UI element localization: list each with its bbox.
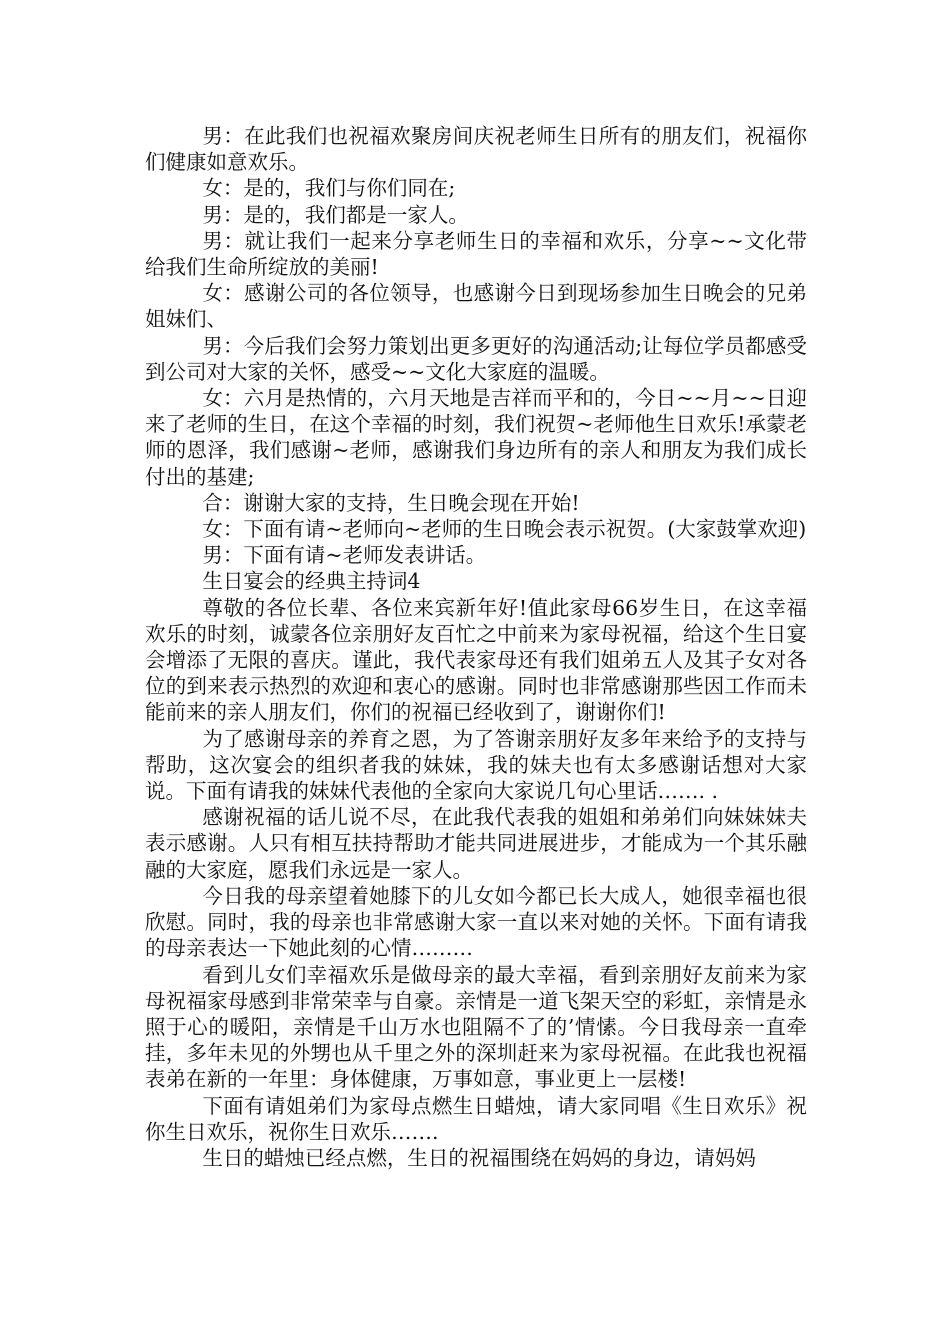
paragraph-2: 女：是的，我们与你们同在; xyxy=(202,176,456,201)
paragraph-12: 尊敬的各位长辈、各位来宾新年好!值此家母66岁生日，在这幸福欢乐的时刻，诚蒙各位亲朋好友百忙之中前来为家母祝福，给这个生日宴会增添了无限的喜庆。谨此，我代表家母还有我们姐弟五人及其子女对各位的到来表示热烈的欢迎和衷心的感谢。同时也非常感谢那些因工作而未能前来的亲人朋友们，你们的祝福已经收到了，谢谢你们! xyxy=(145,595,807,725)
paragraph-16: 看到儿女们幸福欢乐是做母亲的最大幸福，看到亲朋好友前来为家母祝福家母感到非常荣幸与自豪。亲情是一道飞架天空的彩虹，亲情是永照于心的暖阳，亲情是千山万水也阻隔不了的’情愫。今日我母亲一直牵挂，多年未见的外甥也从千里之外的深圳赶来为家母祝福。在此我也祝福表弟在新的一年里：身体健康，万事如意，事业更上一层楼! xyxy=(145,962,807,1092)
paragraph-17: 下面有请姐弟们为家母点燃生日蜡烛，请大家同唱《生日欢乐》祝你生日欢乐，祝你生日欢乐……. xyxy=(145,1093,807,1144)
paragraph-1: 男：在此我们也祝福欢聚房间庆祝老师生日所有的朋友们，祝福你们健康如意欢乐。 xyxy=(145,124,807,175)
paragraph-14: 感谢祝福的话儿说不尽，在此我代表我的姐姐和弟弟们向妹妹妹夫表示感谢。人只有相互扶持帮助才能共同进展进步，才能成为一个其乐融融的大家庭，愿我们永远是一家人。 xyxy=(145,805,807,882)
paragraph-5: 女：感谢公司的各位领导，也感谢今日到现场参加生日晚会的兄弟姐妹们、 xyxy=(145,281,807,332)
paragraph-4: 男：就让我们一起来分享老师生日的幸福和欢乐，分享~~文化带给我们生命所绽放的美丽! xyxy=(145,228,807,280)
paragraph-18: 生日的蜡烛已经点燃，生日的祝福围绕在妈妈的身边，请妈妈 xyxy=(202,1145,756,1170)
paragraph-9: 女：下面有请~老师向~老师的生日晚会表示祝贺。(大家鼓掌欢迎) xyxy=(202,517,807,542)
paragraph-13: 为了感谢母亲的养育之恩，为了答谢亲朋好友多年来给予的支持与帮助，这次宴会的组织者我的妹妹，我的妹夫也有太多感谢话想对大家说。下面有请我的妹妹代表他的全家向大家说几句心里话……. . xyxy=(145,726,807,804)
paragraph-7: 女：六月是热情的，六月天地是吉祥而平和的，今日~~月~~日迎来了老师的生日，在这个幸福的时刻，我们祝贺~老师他生日欢乐!承蒙老师的恩泽，我们感谢~老师，感谢我们身边所有的亲人和朋友为我们成长付出的基建; xyxy=(145,386,807,489)
paragraph-3: 男：是的，我们都是一家人。 xyxy=(202,202,469,227)
paragraph-15: 今日我的母亲望着她膝下的儿女如今都已长大成人，她很幸福也很欣慰。同时，我的母亲也非常感谢大家一直以来对她的关怀。下面有请我的母亲表达一下她此刻的心情……… xyxy=(145,883,807,961)
paragraph-8: 合：谢谢大家的支持，生日晚会现在开始! xyxy=(202,490,580,515)
document-body xyxy=(145,123,807,1171)
paragraph-6: 男：今后我们会努力策划出更多更好的沟通活动;让每位学员都感受到公司对大家的关怀，感受~~文化大家庭的温暖。 xyxy=(145,333,807,384)
section-heading: 生日宴会的经典主持词4 xyxy=(202,569,421,594)
paragraph-10: 男：下面有请~老师发表讲话。 xyxy=(202,543,487,568)
